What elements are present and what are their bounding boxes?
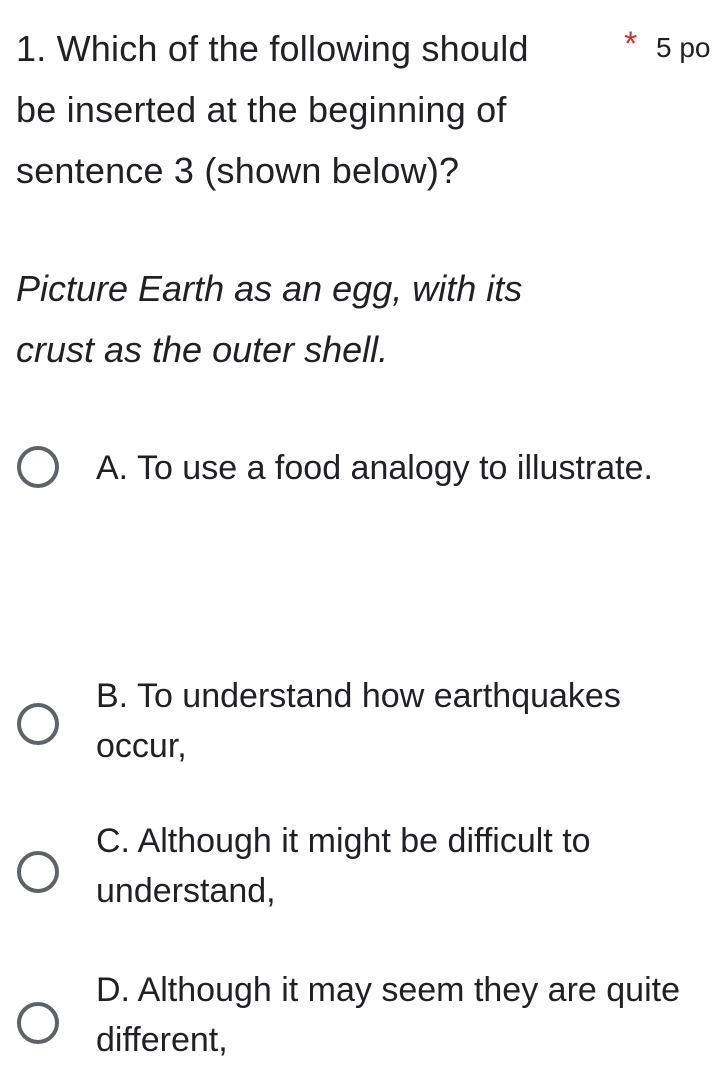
required-asterisk: * — [624, 25, 638, 63]
option-a[interactable] — [0, 430, 720, 565]
points-label: 5 po — [656, 32, 711, 63]
question-title-line: sentence 3 (shown below)? — [16, 150, 460, 191]
option-d-label[interactable] — [96, 965, 720, 1065]
option-d[interactable] — [0, 861, 720, 1059]
sentence-line: crust as the outer shell. — [16, 329, 389, 370]
answer-options — [0, 430, 720, 1059]
option-line: B. To understand how earthquakes — [96, 677, 621, 715]
option-line: D. Although it may seem they are quite — [96, 971, 680, 1009]
option-line: occur, — [96, 727, 187, 765]
option-b[interactable] — [0, 565, 720, 765]
option-line: understand, — [96, 872, 276, 910]
option-a-label[interactable] — [96, 443, 720, 493]
option-line: C. Although it might be difficult to — [96, 822, 591, 860]
question-title-line: 1. Which of the following should — [16, 28, 529, 69]
option-line: A. To use a food analogy to illustrate. — [96, 449, 653, 487]
question-title — [16, 18, 616, 201]
quoted-sentence — [16, 258, 656, 380]
option-c[interactable] — [0, 713, 720, 910]
sentence-line: Picture Earth as an egg, with its — [16, 268, 523, 309]
radio-button-a[interactable] — [17, 446, 59, 488]
radio-button-d[interactable] — [17, 1002, 59, 1044]
question-header — [16, 18, 720, 201]
question-title-line: be inserted at the beginning of — [16, 89, 507, 130]
option-line: different, — [96, 1021, 228, 1059]
